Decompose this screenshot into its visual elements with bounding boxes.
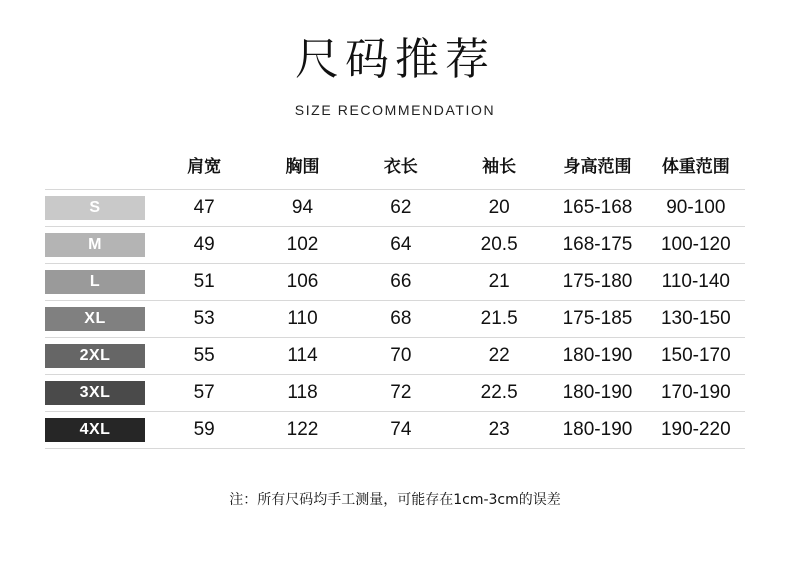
size-cell	[45, 227, 155, 264]
column-header-shoulder: 肩宽	[187, 157, 222, 178]
bust-value-cell: 114	[253, 338, 351, 375]
table-row	[45, 190, 745, 227]
length-value-cell: 72	[352, 375, 450, 412]
table-row	[45, 412, 745, 449]
size-badge: S	[45, 196, 145, 220]
size-badge: 2XL	[45, 344, 145, 368]
column-header-length: 衣长	[383, 157, 418, 178]
column-header-size	[45, 146, 155, 190]
table-row	[45, 301, 745, 338]
table-row	[45, 264, 745, 301]
size-cell	[45, 190, 155, 227]
sleeve-value-cell: 20.5	[450, 227, 548, 264]
size-badge: L	[45, 270, 145, 294]
sleeve-value-cell: 22.5	[450, 375, 548, 412]
measurement-note: 注：所有尺码均手工测量，可能存在1cm-3cm的误差	[229, 492, 561, 509]
sleeve-value-cell: 21	[450, 264, 548, 301]
shoulder-value-cell: 55	[155, 338, 253, 375]
size-table	[45, 146, 745, 449]
shoulder-value-cell: 51	[155, 264, 253, 301]
column-header-height-range: 身高范围	[563, 157, 632, 178]
length-value-cell: 70	[352, 338, 450, 375]
size-cell	[45, 412, 155, 449]
page-subtitle: SIZE RECOMMENDATION	[294, 102, 496, 119]
bust-value-cell: 106	[253, 264, 351, 301]
height-range-cell: 180-190	[548, 412, 646, 449]
bust-value-cell: 122	[253, 412, 351, 449]
weight-range-cell: 190-220	[647, 412, 745, 449]
height-range-cell: 168-175	[548, 227, 646, 264]
size-cell	[45, 375, 155, 412]
shoulder-value-cell: 59	[155, 412, 253, 449]
table-header-row	[45, 146, 745, 190]
size-table-head	[45, 146, 745, 190]
height-range-cell: 165-168	[548, 190, 646, 227]
shoulder-value-cell: 57	[155, 375, 253, 412]
shoulder-value-cell: 49	[155, 227, 253, 264]
bust-value-cell: 102	[253, 227, 351, 264]
sleeve-value-cell: 20	[450, 190, 548, 227]
table-row	[45, 227, 745, 264]
bust-value-cell: 118	[253, 375, 351, 412]
table-row	[45, 338, 745, 375]
bust-value-cell: 110	[253, 301, 351, 338]
column-header-weight-range: 体重范围	[661, 157, 730, 178]
weight-range-cell: 110-140	[647, 264, 745, 301]
length-value-cell: 62	[352, 190, 450, 227]
length-value-cell: 74	[352, 412, 450, 449]
size-badge: XL	[45, 307, 145, 331]
size-cell	[45, 338, 155, 375]
table-row	[45, 375, 745, 412]
weight-range-cell: 130-150	[647, 301, 745, 338]
size-table-body	[45, 190, 745, 449]
height-range-cell: 175-180	[548, 264, 646, 301]
bust-value-cell: 94	[253, 190, 351, 227]
size-badge: 4XL	[45, 418, 145, 442]
sleeve-value-cell: 23	[450, 412, 548, 449]
shoulder-value-cell: 47	[155, 190, 253, 227]
sleeve-value-cell: 22	[450, 338, 548, 375]
size-badge: 3XL	[45, 381, 145, 405]
weight-range-cell: 100-120	[647, 227, 745, 264]
height-range-cell: 175-185	[548, 301, 646, 338]
length-value-cell: 68	[352, 301, 450, 338]
length-value-cell: 66	[352, 264, 450, 301]
shoulder-value-cell: 53	[155, 301, 253, 338]
size-cell	[45, 301, 155, 338]
size-cell	[45, 264, 155, 301]
height-range-cell: 180-190	[548, 375, 646, 412]
height-range-cell: 180-190	[548, 338, 646, 375]
weight-range-cell: 170-190	[647, 375, 745, 412]
weight-range-cell: 150-170	[647, 338, 745, 375]
column-header-sleeve: 袖长	[482, 157, 517, 178]
size-table-container	[45, 118, 745, 449]
weight-range-cell: 90-100	[647, 190, 745, 227]
length-value-cell: 64	[352, 227, 450, 264]
size-badge: M	[45, 233, 145, 257]
column-header-bust: 胸围	[285, 157, 320, 178]
page-title: 尺码推荐	[295, 34, 495, 85]
sleeve-value-cell: 21.5	[450, 301, 548, 338]
